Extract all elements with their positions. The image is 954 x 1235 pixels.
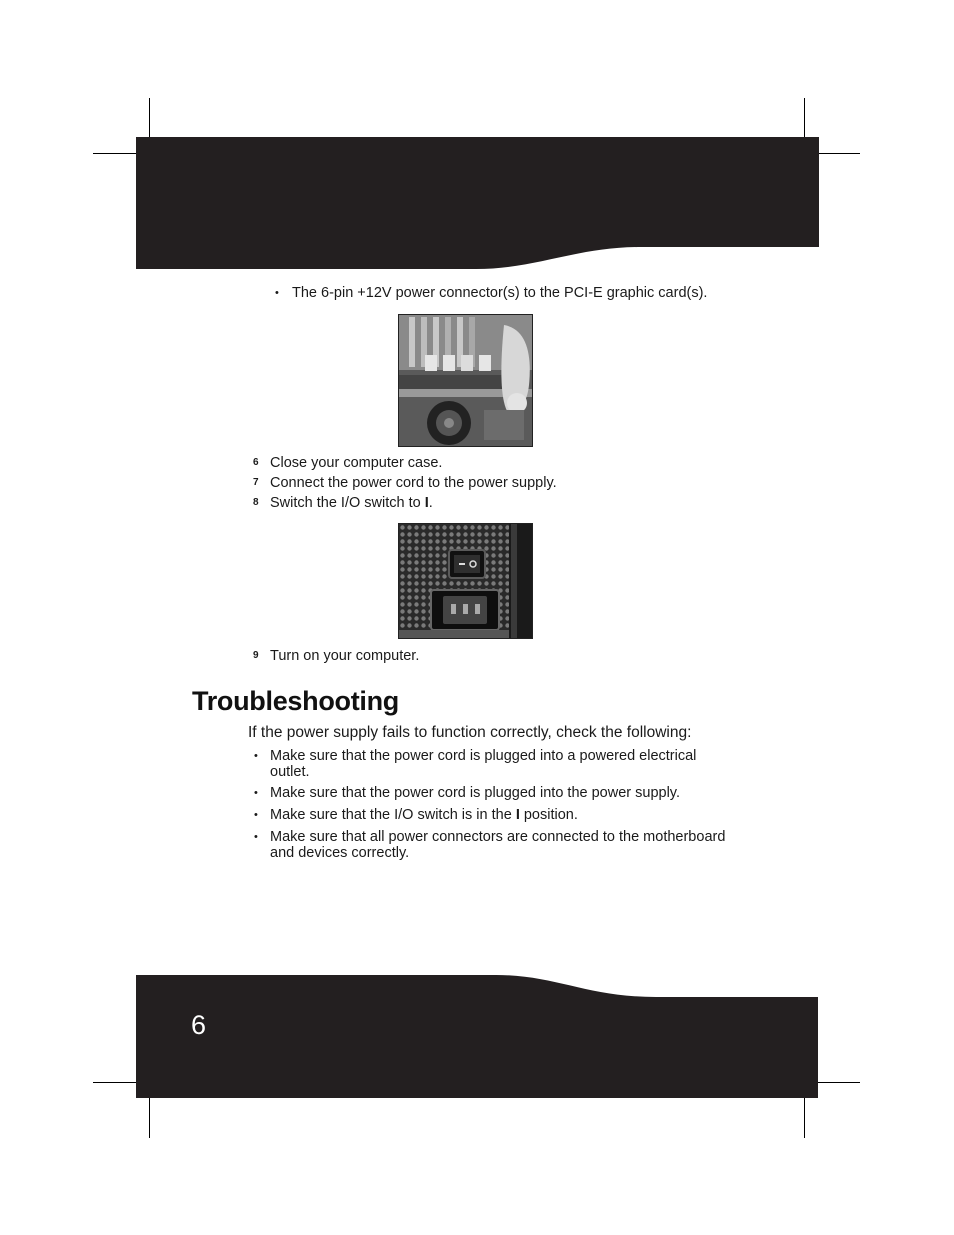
footer-band — [136, 975, 818, 1098]
checklist-item-line — [270, 807, 578, 823]
switch-position-label: I — [515, 807, 520, 823]
connector-bullet-text: The 6-pin +12V power connector(s) to the PCI-E graphic card(s). — [292, 285, 708, 301]
power-switch-photo — [398, 523, 533, 639]
step-number: 6 — [253, 457, 259, 468]
checklist-item-line: Make sure that the power cord is plugged into the power supply. — [270, 785, 680, 801]
bullet-marker: • — [254, 831, 258, 843]
step-text: Turn on your computer. — [270, 648, 420, 664]
checklist-item-line: Make sure that the power cord is plugged into a powered electrical — [270, 748, 697, 764]
page-number: 6 — [191, 1010, 207, 1040]
step-number: 8 — [253, 497, 259, 508]
crop-mark — [149, 1097, 150, 1138]
header-band — [136, 137, 819, 269]
switch-position-label: I — [424, 495, 429, 511]
crop-mark — [818, 1082, 860, 1083]
bullet-marker: • — [254, 787, 258, 799]
step-text: Close your computer case. — [270, 455, 443, 471]
bullet-marker: • — [254, 809, 258, 821]
step-text — [270, 495, 433, 511]
section-heading: Troubleshooting — [192, 686, 399, 716]
step-text-part: Switch the I/O switch to — [270, 495, 425, 511]
crop-mark — [804, 1097, 805, 1138]
bullet-marker: • — [254, 750, 258, 762]
crop-mark — [93, 153, 137, 154]
crop-mark — [804, 98, 805, 140]
step-number: 7 — [253, 477, 259, 488]
crop-mark — [149, 98, 150, 140]
checklist-item-line: and devices correctly. — [270, 845, 410, 861]
crop-mark — [819, 153, 860, 154]
crop-mark — [93, 1082, 137, 1083]
step-number: 9 — [253, 650, 259, 661]
step-text: Connect the power cord to the power supply. — [270, 475, 557, 491]
bullet-marker: • — [275, 287, 279, 299]
graphics-card-photo — [398, 314, 533, 447]
checklist-item-line: outlet. — [270, 764, 310, 780]
checklist-text-part: Make sure that the I/O switch is in the — [270, 807, 516, 823]
checklist-text-part: position. — [519, 807, 578, 823]
section-intro: If the power supply fails to function correctly, check the following: — [248, 724, 692, 741]
step-text-part: . — [428, 495, 433, 511]
checklist-item-line: Make sure that all power connectors are connected to the motherboard — [270, 829, 726, 845]
